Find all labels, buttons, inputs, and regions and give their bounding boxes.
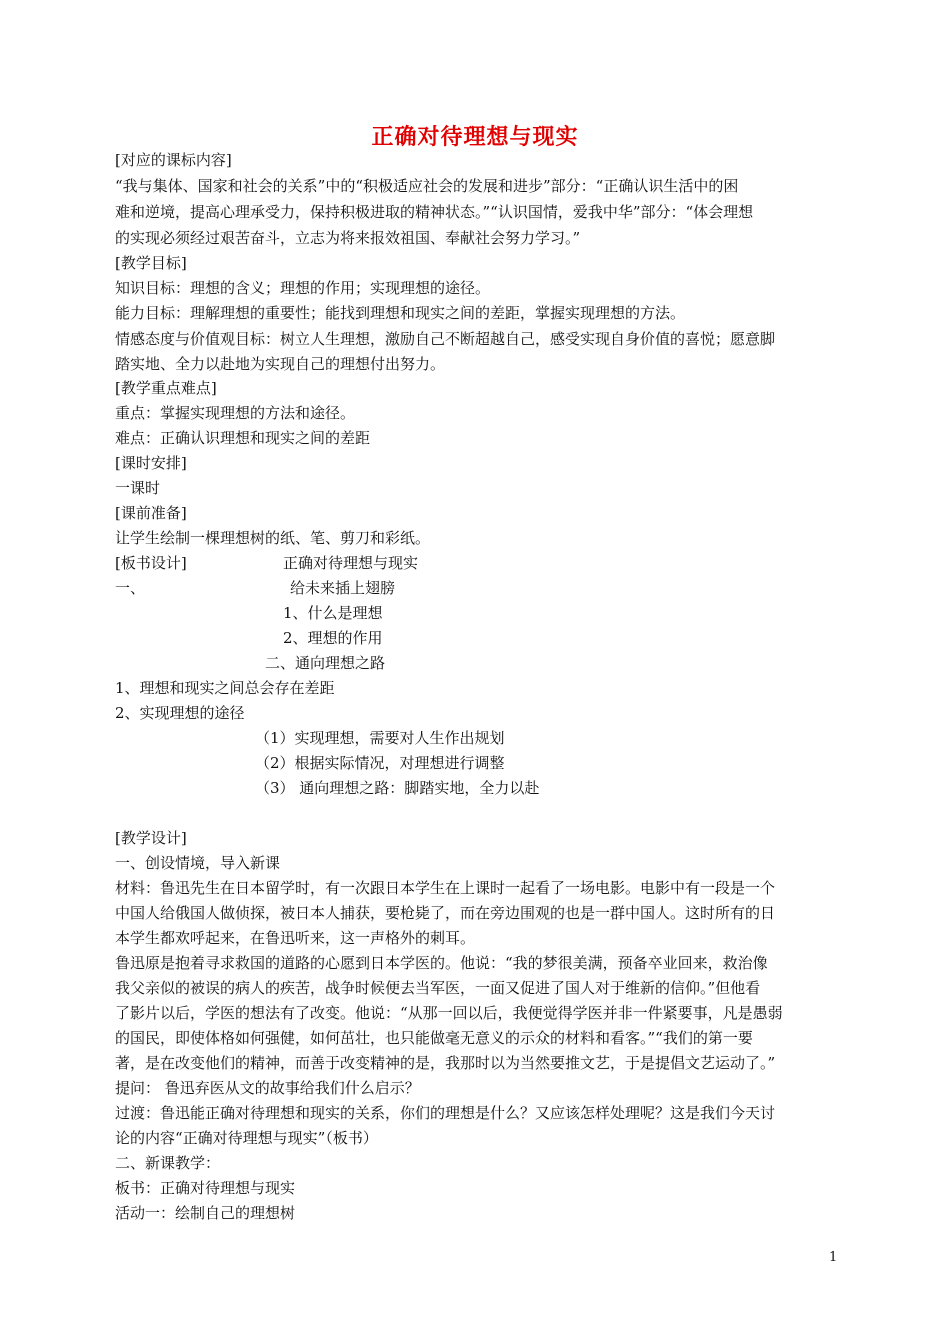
section-heading-key-points: [教学重点难点] [115,379,217,397]
board-item: 2、理想的作用 [283,629,383,647]
paragraph-line: 过渡：鲁迅能正确对待理想和现实的关系，你们的理想是什么？又应该怎样处理呢？这是我们今天讨 [115,1104,776,1122]
paragraph-line: 让学生绘制一棵理想树的纸、笔、剪刀和彩纸。 [115,529,431,547]
paragraph-line: 踏实地、全力以赴地为实现自己的理想付出努力。 [115,355,446,373]
paragraph-line: 提问： 鲁迅弃医从文的故事给我们什么启示？ [115,1079,420,1097]
paragraph-line: 能力目标：理解理想的重要性；能找到理想和现实之间的差距，掌握实现理想的方法。 [115,304,686,322]
paragraph-line: 的实现必须经过艰苦奋斗，立志为将来报效祖国、奉献社会努力学习。” [115,229,581,247]
section-heading-preparation: [课前准备] [115,504,187,522]
paragraph-line: 难点：正确认识理想和现实之间的差距 [115,429,371,447]
paragraph-line: 一、创设情境，导入新课 [115,854,281,872]
section-heading-design: [教学设计] [115,829,187,847]
board-item: 二、通向理想之路 [265,654,386,672]
paragraph-line: 中国人给俄国人做侦探，被日本人捕获，要枪毙了，而在旁边围观的也是一群中国人。这时所有的日 [115,904,776,922]
paragraph-line: 情感态度与价值观目标：树立人生理想，激励自己不断超越自己，感受实现自身价值的喜悦；愿意脚 [115,330,776,348]
document-title: 正确对待理想与现实 [371,125,579,150]
paragraph-line: 活动一：绘制自己的理想树 [115,1204,296,1222]
board-item: 给未来插上翅膀 [290,579,396,597]
board-item: 2、实现理想的途径 [115,704,245,722]
paragraph-line: 鲁迅原是抱着寻求救国的道路的心愿到日本学医的。他说：“我的梦很美满，预备卒业回来，救治像 [115,954,768,972]
paragraph-line: 论的内容“正确对待理想与现实”（板书） [115,1129,378,1147]
paragraph-line: 本学生都欢呼起来，在鲁迅听来，这一声格外的刺耳。 [115,929,476,947]
paragraph-line: 重点：掌握实现理想的方法和途径。 [115,404,356,422]
paragraph-line: 二、新课教学： [115,1154,221,1172]
paragraph-line: 了影片以后，学医的想法有了改变。他说：“从那一回以后，我便觉得学医并非一件紧要事，凡是愚弱 [115,1004,783,1022]
paragraph-line: 一课时 [115,479,161,497]
section-heading-board: [板书设计] [115,554,187,572]
paragraph-line: 难和逆境，提高心理承受力，保持积极进取的精神状态。”“认识国情，爱我中华”部分：“体会理想 [115,203,754,221]
paragraph-line: 著，是在改变他们的精神，而善于改变精神的是，我那时以为当然要推文艺，于是提倡文艺运动了。” [115,1054,776,1072]
board-item: 一、 [115,579,146,597]
board-item: （3） 通向理想之路：脚踏实地，全力以赴 [255,779,540,797]
section-heading-standard: [对应的课标内容] [115,151,232,169]
section-heading-hours: [课时安排] [115,454,187,472]
paragraph-line: “我与集体、国家和社会的关系”中的“积极适应社会的发展和进步”部分：“正确认识生活中的困 [115,177,739,195]
page-number: 1 [829,1250,838,1265]
paragraph-line: 板书：正确对待理想与现实 [115,1179,296,1197]
board-item: 1、理想和现实之间总会存在差距 [115,679,335,697]
board-item: （2）根据实际情况，对理想进行调整 [255,754,505,772]
board-item: 1、什么是理想 [283,604,383,622]
paragraph-line: 的国民，即使体格如何强健，如何茁壮，也只能做毫无意义的示众的材料和看客。”“我们的第一要 [115,1029,753,1047]
board-item: （1）实现理想，需要对人生作出规划 [255,729,505,747]
paragraph-line: 知识目标：理想的含义；理想的作用；实现理想的途径。 [115,279,491,297]
paragraph-line: 我父亲似的被误的病人的疾苦，战争时候便去当军医，一面又促进了国人对于维新的信仰。”但他看 [115,979,761,997]
board-title: 正确对待理想与现实 [283,554,419,572]
paragraph-line: 材料：鲁迅先生在日本留学时，有一次跟日本学生在上课时一起看了一场电影。电影中有一段是一个 [115,879,776,897]
section-heading-goals: [教学目标] [115,254,187,272]
